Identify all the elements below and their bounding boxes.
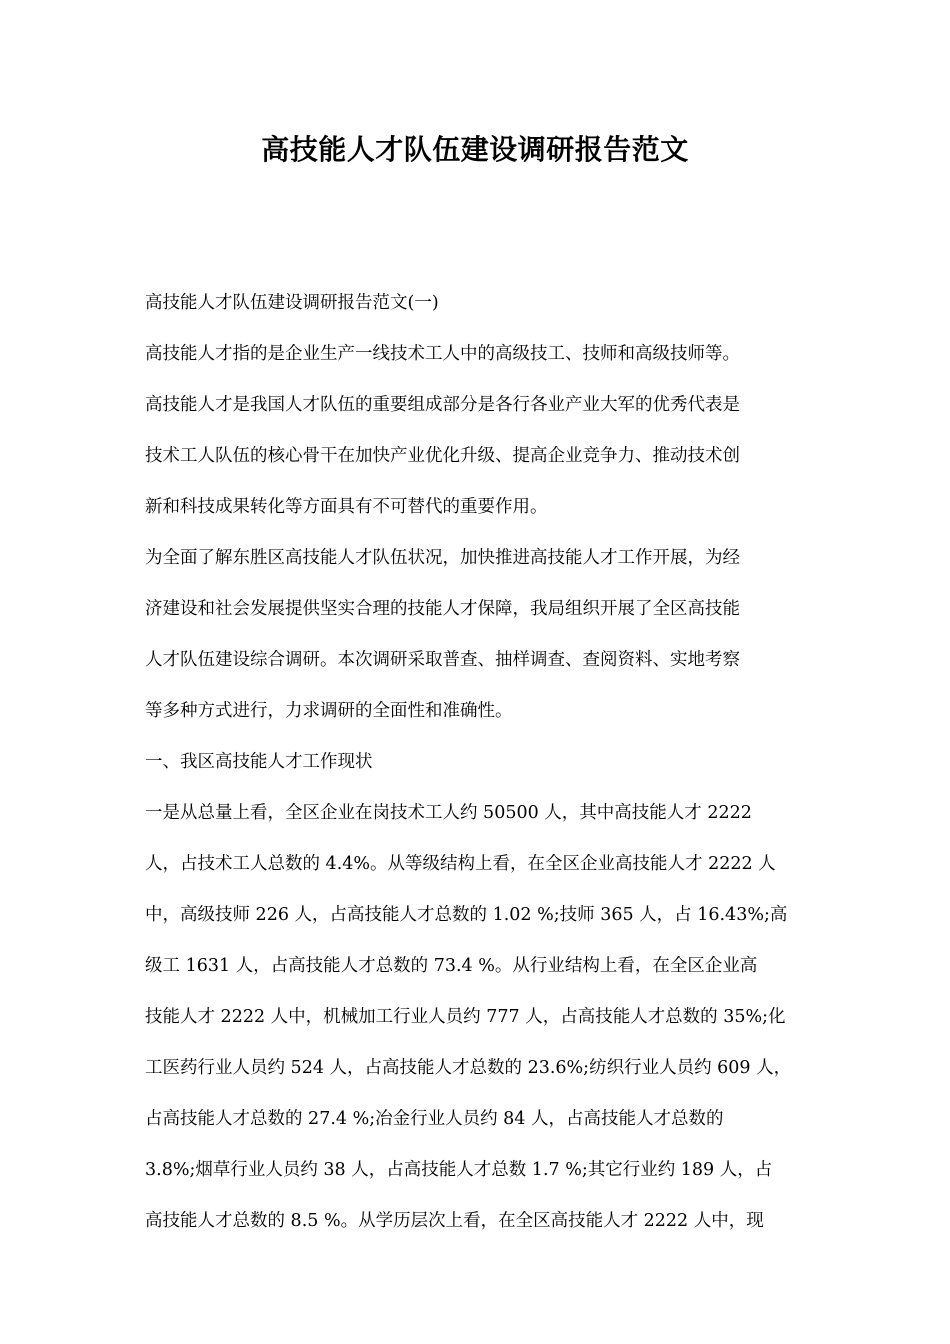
paragraph-line: 3.8%;烟草行业人员约 38 人，占高技能人才总数 1.7 %;其它行业约 189 人，占 [145, 1160, 773, 1180]
paragraph-line: 中，高级技师 226 人，占高技能人才总数的 1.02 %;技师 365 人，占 16.43%;高 [145, 905, 788, 925]
paragraph-line: 人，占技术工人总数的 4.4%。从等级结构上看，在全区企业高技能人才 2222 人 [145, 854, 776, 874]
section-heading: 一、我区高技能人才工作现状 [145, 752, 373, 772]
paragraph-line: 人才队伍建设综合调研。本次调研采取普查、抽样调查、查阅资料、实地考察 [145, 650, 740, 670]
paragraph-line: 高技能人才指的是企业生产一线技术工人中的高级技工、技师和高级技师等。 [145, 344, 740, 364]
paragraph-line: 济建设和社会发展提供坚实合理的技能人才保障，我局组织开展了全区高技能 [145, 599, 740, 619]
paragraph-line: 占高技能人才总数的 27.4 %;冶金行业人员约 84 人，占高技能人才总数的 [145, 1109, 724, 1129]
paragraph-line: 高技能人才队伍建设调研报告范文(一) [145, 293, 439, 313]
paragraph-line: 工医药行业人员约 524 人，占高技能人才总数的 23.6%;纺织行业人员约 609 人， [145, 1058, 792, 1078]
paragraph-line: 级工 1631 人，占高技能人才总数的 73.4 %。从行业结构上看，在全区企业高 [145, 956, 758, 976]
paragraph-line: 一是从总量上看，全区企业在岗技术工人约 50500 人，其中高技能人才 2222 [145, 803, 752, 823]
paragraph-line: 新和科技成果转化等方面具有不可替代的重要作用。 [145, 497, 548, 517]
paragraph-line: 技术工人队伍的核心骨干在加快产业优化升级、提高企业竞争力、推动技术创 [145, 446, 740, 466]
paragraph-line: 高技能人才是我国人才队伍的重要组成部分是各行各业产业大军的优秀代表是 [145, 395, 740, 415]
paragraph-line: 为全面了解东胜区高技能人才队伍状况，加快推进高技能人才工作开展，为经 [145, 548, 740, 568]
paragraph-line: 技能人才 2222 人中，机械加工行业人员约 777 人，占高技能人才总数的 35%;化 [145, 1007, 786, 1027]
paragraph-line: 等多种方式进行，力求调研的全面性和准确性。 [145, 701, 513, 721]
document-title: 高技能人才队伍建设调研报告范文 [261, 133, 689, 166]
paragraph-line: 高技能人才总数的 8.5 %。从学历层次上看，在全区高技能人才 2222 人中，现 [145, 1211, 764, 1231]
